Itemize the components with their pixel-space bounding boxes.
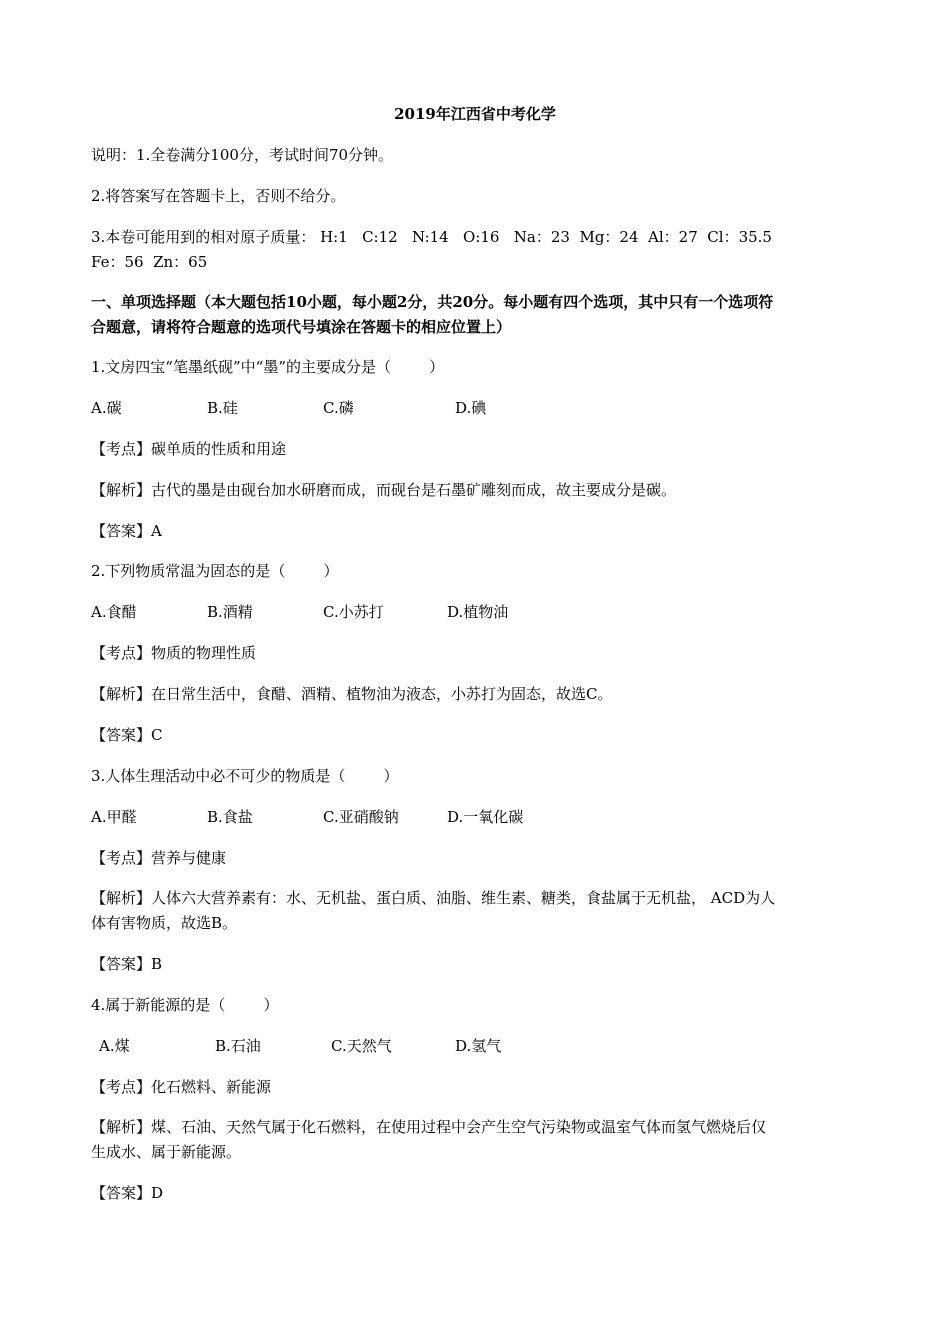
question-1-option-a: A.碳 <box>91 399 122 417</box>
question-4-jiexi-cont: 生成水、属于新能源。 <box>91 1143 242 1161</box>
question-3-jiexi: 【解析】人体六大营养素有：水、无机盐、蛋白质、油脂、维生素、糖类，食盐属于无机盐， ACD为人 <box>91 889 776 907</box>
question-4-option-a: A.煤 <box>99 1037 130 1055</box>
question-1-option-d: D.碘 <box>455 399 487 417</box>
section-heading: 一、单项选择题（本大题包括10小题，每小题2分，共20分。每小题有四个选项，其中只有一个选项符 <box>91 293 774 311</box>
question-4-option-d: D.氢气 <box>455 1037 502 1055</box>
question-2-option-a: A.食醋 <box>91 603 137 621</box>
question-2-kaodian: 【考点】物质的物理性质 <box>91 644 257 662</box>
question-4-jiexi: 【解析】煤、石油、天然气属于化石燃料，在使用过程中会产生空气污染物或温室气体而氢气燃烧后仅 <box>91 1118 767 1136</box>
question-4-answer: 【答案】D <box>91 1184 164 1202</box>
question-3-kaodian: 【考点】营养与健康 <box>91 849 227 867</box>
question-3-option-b: B.食盐 <box>207 808 253 826</box>
question-1-answer: 【答案】A <box>91 522 162 540</box>
section-heading-cont: 合题意，请将符合题意的选项代号填涂在答题卡的相应位置上） <box>91 318 512 336</box>
question-4-kaodian: 【考点】化石燃料、新能源 <box>91 1078 272 1096</box>
document-title: 2019年江西省中考化学 <box>394 105 556 123</box>
question-2-option-b: B.酒精 <box>207 603 253 621</box>
question-3-jiexi-cont: 体有害物质，故选B。 <box>91 914 238 932</box>
instruction-line-2: 2.将答案写在答题卡上，否则不给分。 <box>91 187 346 205</box>
question-2-option-d: D.植物油 <box>447 603 509 621</box>
instruction-line-3: 3.本卷可能用到的相对原子质量： H:1 C:12 N:14 O:16 Na：23 Mg：24 Al：27 Cl：35.5 <box>91 228 772 246</box>
question-3-option-a: A.甲醛 <box>91 808 137 826</box>
question-2-answer: 【答案】C <box>91 726 163 744</box>
question-1-jiexi: 【解析】古代的墨是由砚台加水研磨而成，而砚台是石墨矿雕刻而成，故主要成分是碳。 <box>91 481 677 499</box>
question-4-stem: 4.属于新能源的是（ ） <box>91 996 279 1014</box>
question-3-option-c: C.亚硝酸钠 <box>323 808 399 826</box>
instruction-line-3-cont: Fe：56 Zn：65 <box>91 253 208 271</box>
question-2-stem: 2.下列物质常温为固态的是（ ） <box>91 562 339 580</box>
question-3-answer: 【答案】B <box>91 955 163 973</box>
question-4-option-c: C.天然气 <box>331 1037 392 1055</box>
question-3-stem: 3.人体生理活动中必不可少的物质是（ ） <box>91 767 399 785</box>
question-1-stem: 1.文房四宝“笔墨纸砚”中“墨”的主要成分是（ ） <box>91 358 445 376</box>
question-1-kaodian: 【考点】碳单质的性质和用途 <box>91 440 287 458</box>
instruction-line-1: 说明：1.全卷满分100分，考试时间70分钟。 <box>91 146 394 164</box>
question-3-option-d: D.一氧化碳 <box>447 808 524 826</box>
question-1-option-c: C.磷 <box>323 399 354 417</box>
question-2-jiexi: 【解析】在日常生活中，食醋、酒精、植物油为液态，小苏打为固态，故选C。 <box>91 685 613 703</box>
question-4-option-b: B.石油 <box>215 1037 261 1055</box>
question-1-option-b: B.硅 <box>207 399 238 417</box>
question-2-option-c: C.小苏打 <box>323 603 384 621</box>
